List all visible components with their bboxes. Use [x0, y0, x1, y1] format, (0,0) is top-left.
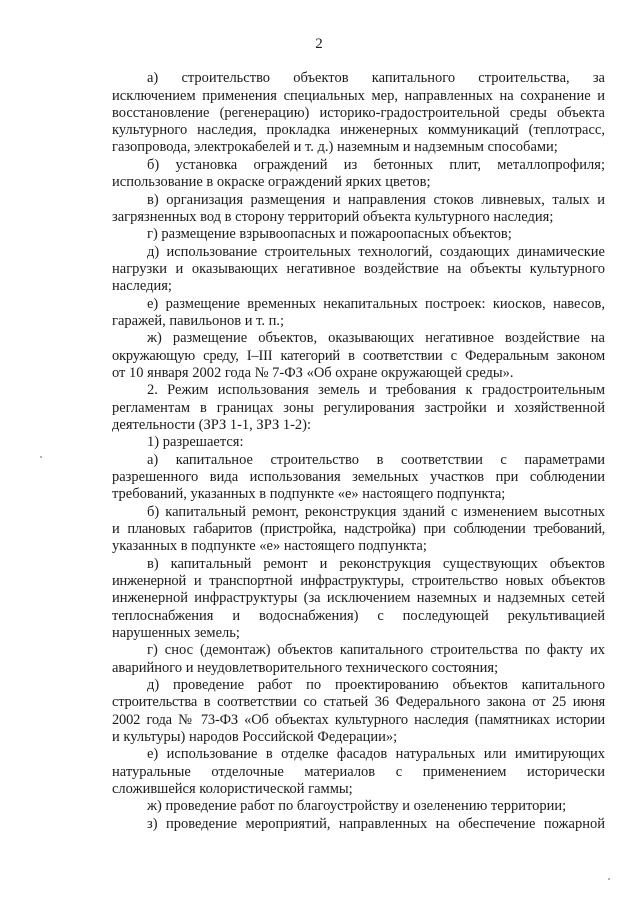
- text-line: б) установка ограждений из бетонных плит, металлопрофиля;: [147, 157, 605, 173]
- text-line: натуральные отделочные материалов с применением исторически: [112, 764, 605, 780]
- text-line: наследия;: [112, 278, 172, 294]
- text-line: ж) размещение объектов, оказывающих негативное воздействие на: [147, 330, 605, 346]
- text-line: нагрузки и оказывающих негативное воздействие на объекты культурного: [112, 261, 605, 277]
- text-line: ж) проведение работ по благоустройству и озеленению территории;: [147, 798, 567, 814]
- text-line: загрязненных вод в сторону территорий объекта культурного наследия;: [112, 209, 554, 225]
- scan-speck: [40, 456, 42, 458]
- text-line: восстановление (регенерацию) историко-градостроительной среды объекта: [112, 105, 605, 121]
- text-line: исключением применения специальных мер, направленных на сохранение и: [112, 88, 605, 104]
- text-line: в) организация размещения и направления стоков ливневых, талых и: [147, 192, 605, 208]
- text-line: указанных в подпункте «е» настоящего подпункта;: [112, 538, 427, 554]
- text-line: разрешенного вида использования земельных участков при соблюдении: [112, 469, 605, 485]
- text-line: б) капитальный ремонт, реконструкция зданий с изменением высотных: [147, 504, 605, 520]
- text-line: г) размещение взрывоопасных и пожароопасных объектов;: [147, 226, 512, 242]
- text-line: гаражей, павильонов и т. п.;: [112, 313, 285, 329]
- text-line: 2. Режим использования земель и требования к градостроительным: [147, 382, 605, 398]
- text-line: д) проведение работ по проектированию объектов капитального: [147, 677, 605, 693]
- text-line: е) размещение временных некапитальных построек: киосков, навесов,: [147, 296, 605, 312]
- text-line: теплоснабжения и водоснабжения) с последующей рекультивацией: [112, 608, 605, 624]
- scan-speck: [608, 878, 610, 880]
- text-line: инженерной инфраструктуры (за исключением наземных и надземных сетей: [112, 590, 605, 606]
- text-line: деятельности (ЗРЗ 1-1, ЗРЗ 1-2):: [112, 417, 312, 433]
- text-line: а) строительство объектов капитального строительства, за: [147, 70, 605, 86]
- text-line: окружающую среду, I–III категорий в соответствии с Федеральным законом: [112, 348, 605, 364]
- text-line: использование в окраске ограждений ярких цветов;: [112, 174, 431, 190]
- text-line: от 10 января 2002 года № 7-ФЗ «Об охране окружающей среды».: [112, 365, 514, 381]
- page-number: 2: [315, 36, 323, 52]
- text-line: аварийного и неудовлетворительного технического состояния;: [112, 660, 499, 676]
- text-line: в) капитальный ремонт и реконструкция существующих объектов: [147, 556, 605, 572]
- text-line: и плановых габаритов (пристройка, надстройка) при соблюдении требований,: [112, 521, 605, 537]
- text-line: д) использование строительных технологий, создающих динамические: [147, 244, 605, 260]
- text-line: сложившейся колористической гаммы;: [112, 781, 353, 797]
- text-line: г) снос (демонтаж) объектов капитального строительства по факту их: [147, 642, 605, 658]
- text-line: строительства в соответствии со статьей 36 Федерального закона от 25 июня: [112, 694, 605, 710]
- text-line: а) капитальное строительство в соответствии с параметрами: [147, 452, 605, 468]
- text-line: требований, указанных в подпункте «е» настоящего подпункта;: [112, 486, 506, 502]
- text-line: 1) разрешается:: [147, 434, 244, 450]
- text-line: и культуры) народов Российской Федерации»;: [112, 729, 398, 745]
- text-line: е) использование в отделке фасадов натуральных или имитирующих: [147, 746, 605, 762]
- text-line: газопровода, электрокабелей и т. д.) наземным и надземным способами;: [112, 139, 558, 155]
- text-line: регламентам в границах зоны регулирования застройки и хозяйственной: [112, 400, 605, 416]
- text-line: нарушенных земель;: [112, 625, 240, 641]
- text-line: инженерной и транспортной инфраструктуры, строительство новых объектов: [112, 573, 605, 589]
- text-line: культурного наследия, прокладка инженерных коммуникаций (теплотрасс,: [112, 122, 605, 138]
- text-line: 2002 года № 73-ФЗ «Об объектах культурного наследия (памятниках истории: [112, 712, 605, 728]
- text-line: з) проведение мероприятий, направленных на обеспечение пожарной: [147, 816, 605, 832]
